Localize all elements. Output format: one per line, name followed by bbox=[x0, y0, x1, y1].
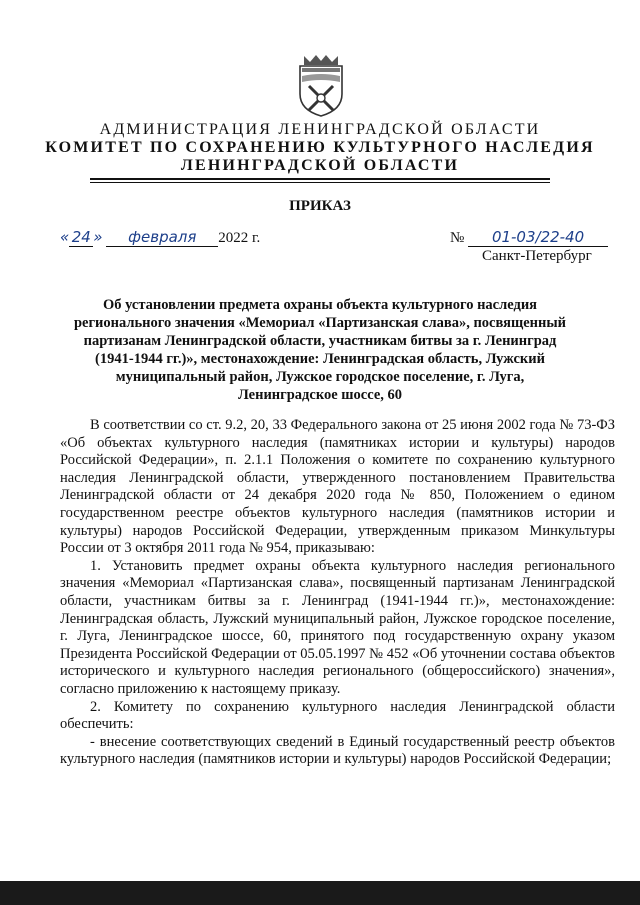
document-body bbox=[60, 417, 615, 769]
date-month: февраля bbox=[106, 228, 218, 247]
document-city: Санкт-Петербург bbox=[482, 248, 592, 264]
header-committee: КОМИТЕТ ПО СОХРАНЕНИЮ КУЛЬТУРНОГО НАСЛЕДИЯ bbox=[45, 139, 595, 156]
scan-bottom-edge bbox=[0, 881, 640, 905]
date-open-quote: « bbox=[60, 228, 70, 246]
date-close-quote: » bbox=[93, 228, 103, 246]
header-rule-thin bbox=[90, 182, 550, 183]
paragraph-item-1: 1. Установить предмет охраны объекта культурного наследия регионального значения «Мемориал «Партизанская слава», посвященный партизанам Ленинградской области, участникам битвы за г. Ленинград (1941-1944 гг.)», местонахождение: Ленинградская область, Лужский муниципальный район, Лужское городское поселение, г. Луга, Ленинградское шоссе, 60, принятого под государственную охрану указом Президента Российской Федерации от 05.05.1997 № 452 «Об уточнении состава объектов исторического и культурного наследия регионального (общероссийского) значения», согласно приложению к настоящему приказу. bbox=[60, 557, 615, 697]
coat-of-arms-icon bbox=[296, 52, 346, 118]
number-prefix: № bbox=[450, 230, 465, 246]
paragraph-preamble: В соответствии со ст. 9.2, 20, 33 Федерального закона от 25 июня 2002 года № 73-ФЗ «Об объектах культурного наследия (памятниках истории и культуры) народов Российской Федерации», п. 2.1.1 Положения о комитете по сохранению культурного наследия Ленинградской области, утвержденного постановлением Правительства Ленинградской области от 24 декабря 2020 года № 850, Положением о едином государственном реестре объектов культурного наследия (памятников истории и культуры) народов Российской Федерации, утвержденным приказом Минкультуры России от 3 октября 2011 года № 954, приказываю: bbox=[60, 417, 615, 557]
header-administration: АДМИНИСТРАЦИЯ ЛЕНИНГРАДСКОЙ ОБЛАСТИ bbox=[99, 121, 541, 138]
header-region: ЛЕНИНГРАДСКОЙ ОБЛАСТИ bbox=[180, 157, 460, 174]
header-rule-thick bbox=[90, 178, 550, 180]
date-year: 2022 г. bbox=[218, 230, 261, 246]
document-type: ПРИКАЗ bbox=[289, 198, 351, 214]
date-day: 24 bbox=[69, 228, 93, 247]
document-date bbox=[60, 228, 260, 247]
number-value: 01-03/22-40 bbox=[468, 228, 608, 247]
paragraph-item-2: 2. Комитету по сохранению культурного наследия Ленинградской области обеспечить: bbox=[60, 698, 615, 733]
paragraph-subitem: - внесение соответствующих сведений в Единый государственный реестр объектов культурного наследия (памятников истории и культуры) народов Российской Федерации; bbox=[60, 733, 615, 768]
document-title: Об установлении предмета охраны объекта культурного наследия регионального значения «Мемориал «Партизанская слава», посвященный партизанам Ленинградской области, участникам битвы за г. Ленинград (1941-1944 гг.)», местонахождение: Ленинградская область, Лужский муниципальный район, Лужское городское поселение, г. Луга, Ленинградское шоссе, 60 bbox=[73, 297, 567, 403]
document-number bbox=[450, 228, 608, 247]
